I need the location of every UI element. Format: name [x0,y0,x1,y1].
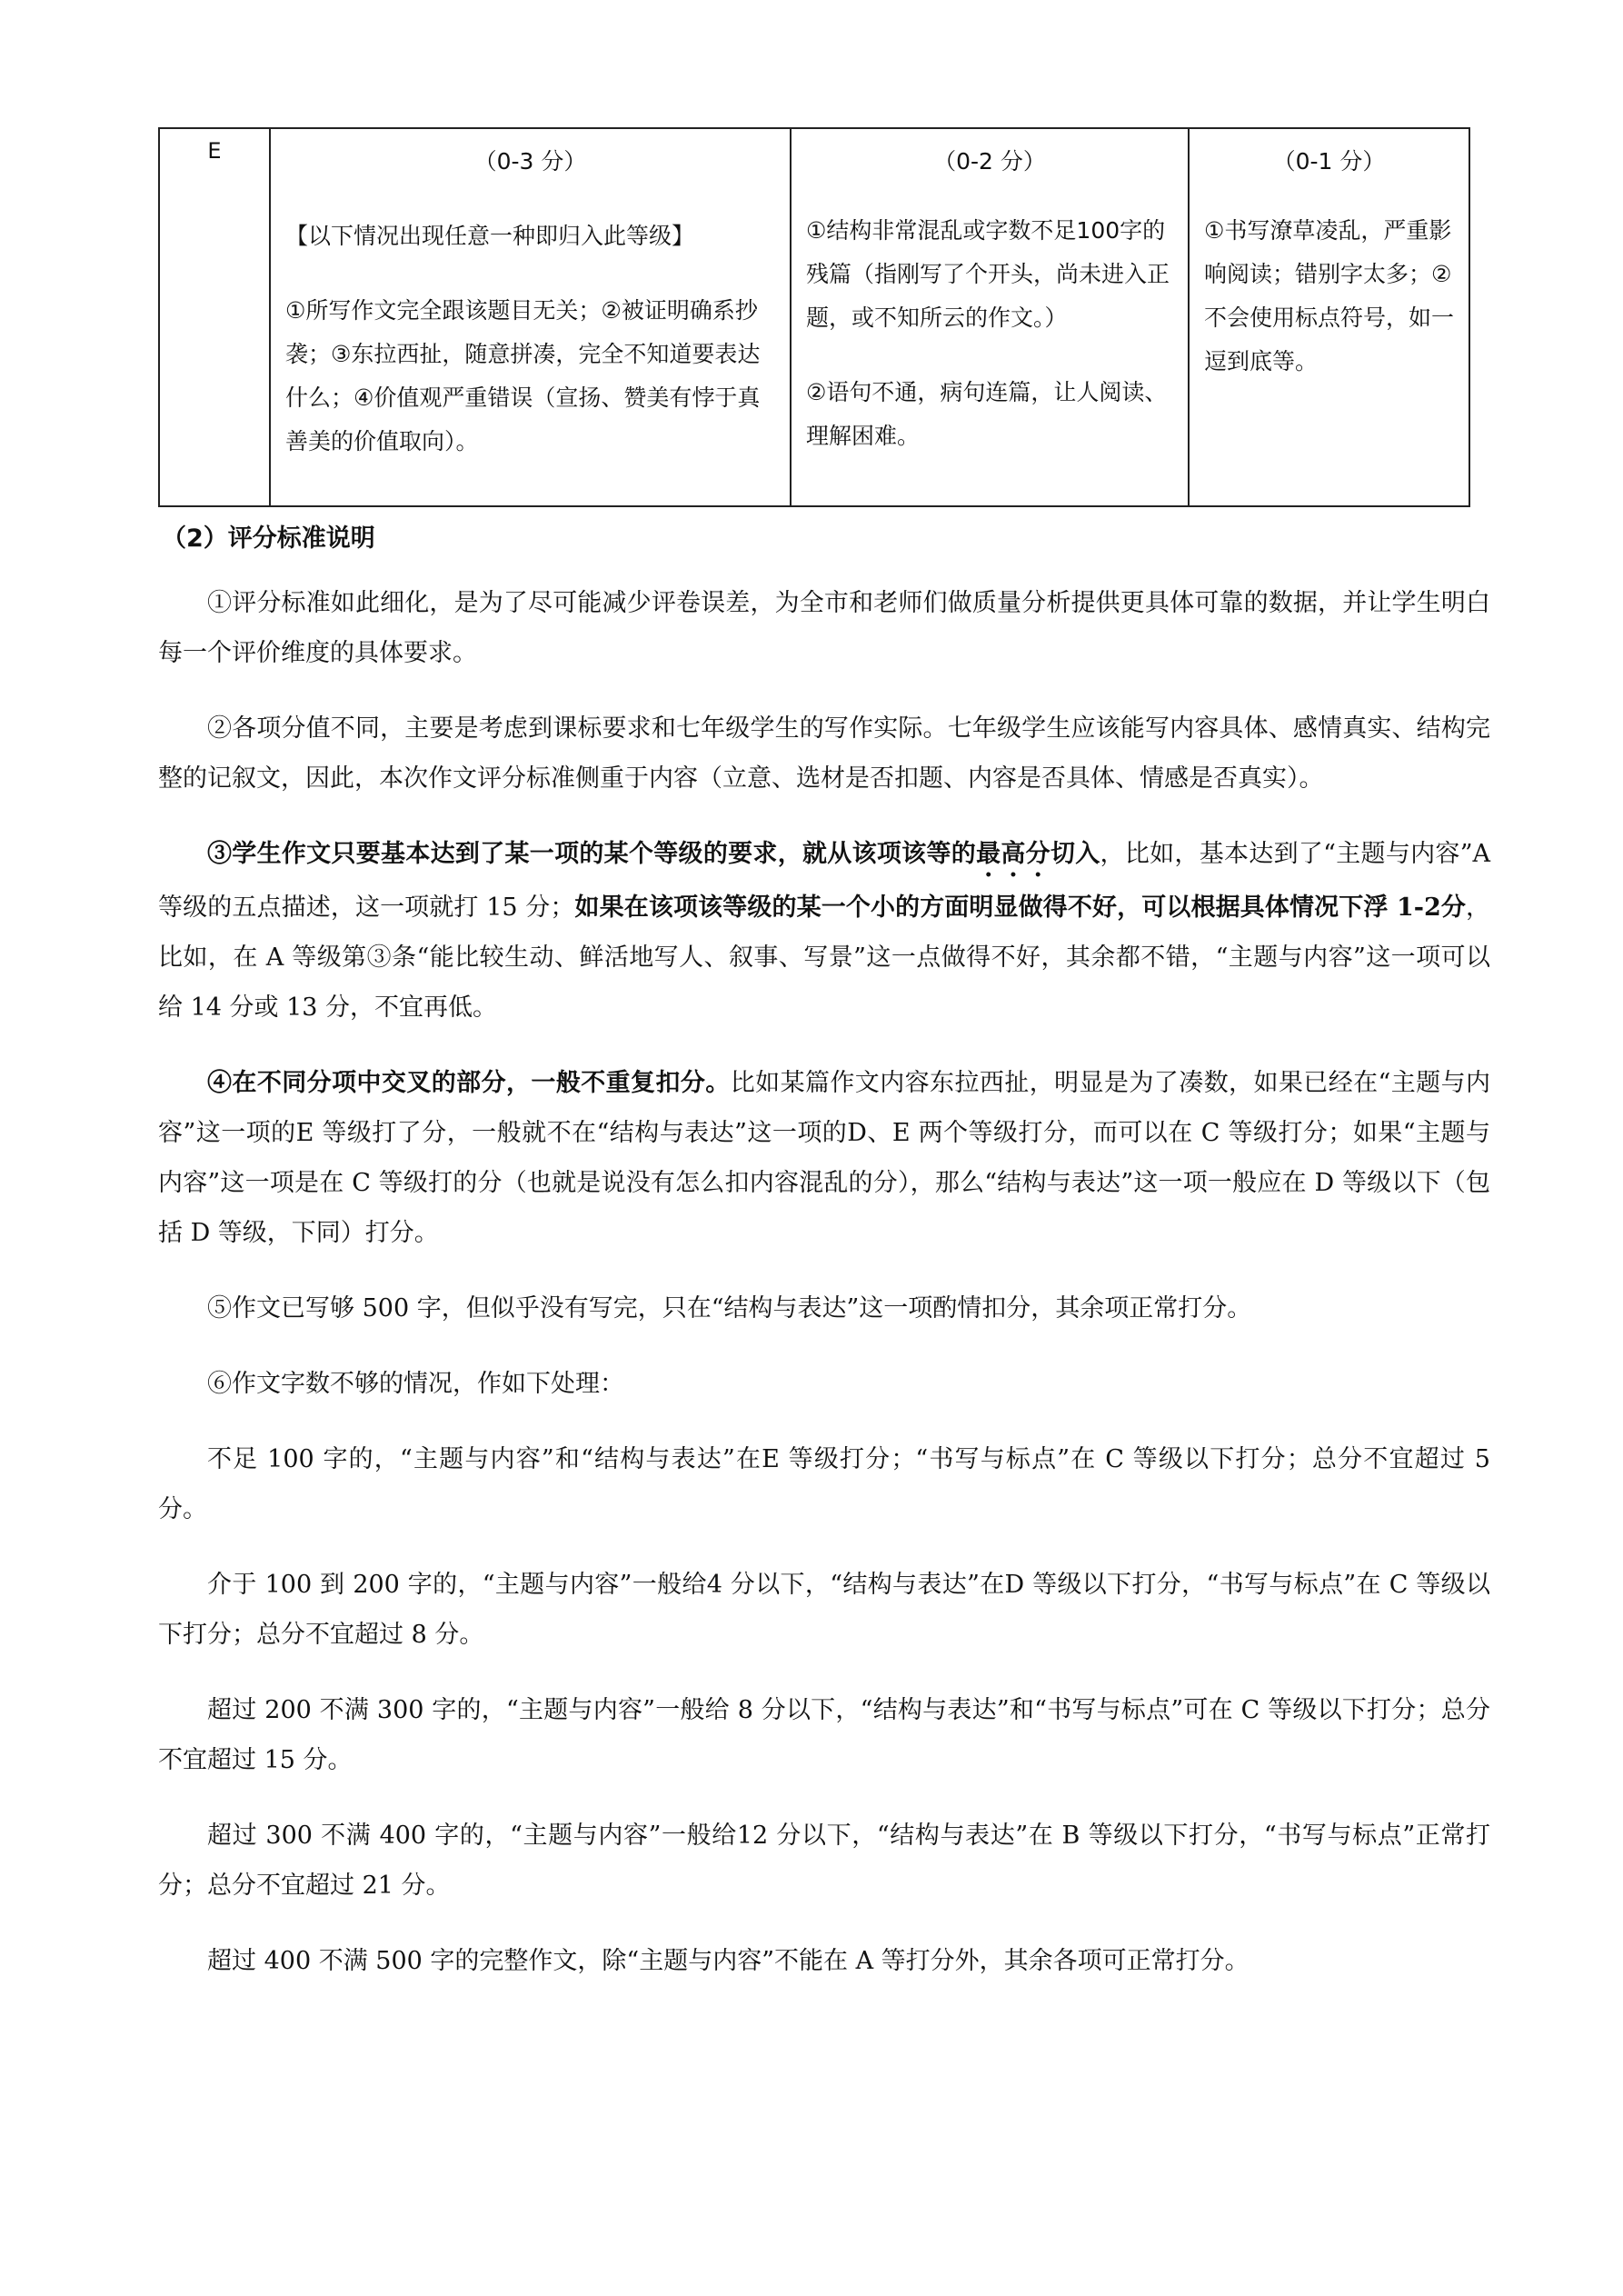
structure-criteria-2: ②语句不通，病句连篇，让人阅读、理解困难。 [806,379,1168,449]
content-criteria: ①所写作文完全跟该题目无关；②被证明确系抄袭；③东拉西扯，随意拼凑，完全不知道要表达什么；④价值观严重错误（宣扬、赞美有悖于真善美的价值取向）。 [285,297,761,454]
section-title: （2）评分标准说明 [162,524,375,553]
paragraph-4 [158,1058,1490,1258]
paragraph-9: 超过 200 不满 300 字的，“主题与内容”一般给 8 分以下，“结构与表达”和“书写与标点”可在 C 等级以下打分；总分不宜超过 15 分。 [158,1696,1490,1774]
plain-text: ，比如，在 A 等级第③条“能比较生动、鲜活地写人、叙事、写景”这一点做得不好，其余都不错，“主题与内容”这一项可以给 14 分或 13 分，不宜再低。 [158,893,1490,1022]
paragraph-11: 超过 400 不满 500 字的完整作文，除“主题与内容”不能在 A 等打分外，其余各项可正常打分。 [207,1947,1250,1975]
bold-text: ④在不同分项中交叉的部分，一般不重复扣分。 [207,1069,731,1097]
paragraph-10: 超过 300 不满 400 字的，“主题与内容”一般给12 分以下，“结构与表达”在 B 等级以下打分，“书写与标点”正常打分；总分不宜超过 21 分。 [158,1822,1490,1900]
grade-label: E [207,138,222,164]
content-score: （0-3 分） [473,148,587,175]
writing-score: （0-1 分） [1272,148,1386,175]
bold-text: 如果在该项该等级的某一个小的方面明显做得不好，可以根据具体情况下浮 1-2分 [574,893,1466,922]
structure-cell [791,128,1189,506]
table-row [159,128,1469,506]
content-lead: 【以下情况出现任意一种即归入此等级】 [285,223,695,249]
grade-cell [159,128,270,506]
paragraph-3 [158,829,1490,1033]
structure-score: （0-2 分） [933,148,1046,175]
structure-criteria-1: ①结构非常混乱或字数不足100字的残篇（指刚写了个开头，尚未进入正题，或不知所云的作文。） [806,217,1170,331]
paragraph-2: ②各项分值不同，主要是考虑到课标要求和七年级学生的写作实际。七年级学生应该能写内容具体、感情真实、结构完整的记叙文，因此，本次作文评分标准侧重于内容（立意、选材是否扣题、内容是否具体、情感是否真实）。 [158,714,1490,793]
section-body [158,578,1490,2011]
paragraph-5: ⑤作文已写够 500 字，但似乎没有写完，只在“结构与表达”这一项酌情扣分，其余项正常打分。 [207,1294,1252,1323]
plain-text: ，比如，基本达到了“主题与内容”A 等级的五点描述，这一项就打 15 分； [158,840,1491,922]
emphasis-text: 最高分 [976,840,1050,868]
paragraph-1: ①评分标准如此细化，是为了尽可能减少评卷误差，为全市和老师们做质量分析提供更具体可靠的数据，并让学生明白每一个评价维度的具体要求。 [158,589,1490,667]
paragraph-8: 介于 100 到 200 字的，“主题与内容”一般给4 分以下，“结构与表达”在D 等级以下打分，“书写与标点”在 C 等级以下打分；总分不宜超过 8 分。 [158,1571,1490,1649]
bold-text: 切入 [1050,840,1100,868]
content-cell [270,128,791,506]
paragraph-6: ⑥作文字数不够的情况，作如下处理： [207,1370,624,1398]
writing-cell [1189,128,1469,506]
paragraph-7: 不足 100 字的，“主题与内容”和“结构与表达”在E 等级打分；“书写与标点”在 C 等级以下打分；总分不宜超过 5 分。 [158,1445,1490,1523]
rubric-table [158,127,1470,507]
writing-criteria: ①书写潦草凌乱，严重影响阅读；错别字太多；②不会使用标点符号，如一逗到底等。 [1204,217,1455,374]
bold-text: ③学生作文只要基本达到了某一项的某个等级的要求，就从该项该等的 [207,840,977,868]
plain-text: 比如某篇作文内容东拉西扯，明显是为了凑数，如果已经在“主题与内容”这一项的E 等级打了分，一般就不在“结构与表达”这一项的D、E 两个等级打分，而可以在 C 等级打分；如果“主题与内容”这一项是在 C 等级打的分（也就是说没有怎么扣内容混乱的分），那么“结构与表达”这一项一般应在 D 等级以下（包括 D 等级，下同）打分。 [158,1069,1490,1247]
